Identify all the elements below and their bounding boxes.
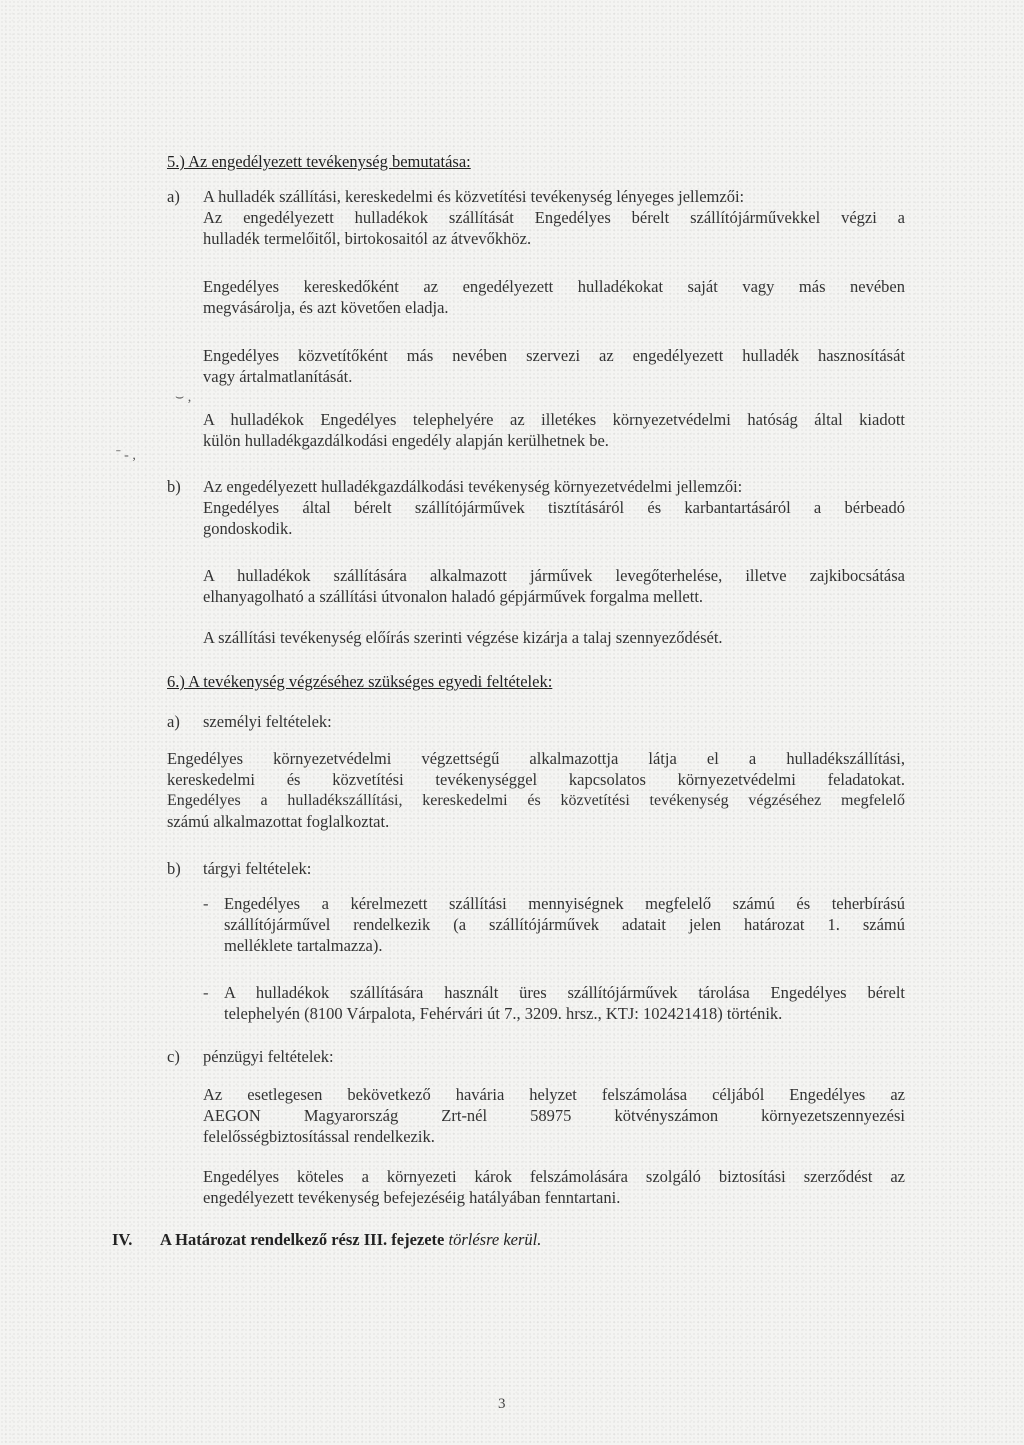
text-line: felelősségbiztosítással rendelkezik. [203,1127,435,1146]
list-bullet: - [203,894,209,913]
scan-mark: ˉ - , [116,448,136,463]
text-line: hulladék termelőitől, birtokosaitól az átvevőkhöz. [203,229,532,248]
text-line: kereskedelmi és közvetítési tevékenységgel kapcsolatos környezetvédelmi feladatokat. [167,770,905,789]
list-bullet: - [203,983,209,1002]
text-line: melléklete tartalmazza). [224,936,383,955]
section-iv-italic-text: törlésre kerül. [448,1230,542,1249]
text-line: szállítójárművel rendelkezik (a szállítójárművek adatait jelen határozat 1. számú [224,915,905,934]
text-line: számú alkalmazottat foglalkoztat. [167,812,390,831]
text-line: A hulladékok szállítására alkalmazott járművek levegőterhelése, illetve zajkibocsátása [203,566,905,585]
section-iv-bold-text: A Határozat rendelkező rész III. fejezete [160,1230,445,1249]
item-label-c: c) [167,1047,180,1066]
section-6-heading: 6.) A tevékenység végzéséhez szükséges egyedi feltételek: [167,672,553,691]
item-label-a: a) [167,712,180,731]
section-iv-text [160,1230,541,1250]
section-5-heading: 5.) Az engedélyezett tevékenység bemutatása: [167,152,471,171]
text-line: Engedélyes a hulladékszállítási, kereskedelmi és közvetítési tevékenység végzéséhez megfelelő [167,792,905,809]
text-line: külön hulladékgazdálkodási engedély alapján kerülhetnek be. [203,431,609,450]
text-line: Az esetlegesen bekövetkező havária helyzet felszámolása céljából Engedélyes az [203,1085,905,1104]
text-line: A szállítási tevékenység előírás szerinti végzése kizárja a talaj szennyeződését. [203,628,723,647]
scan-mark: ⌣ , [175,390,192,405]
text-line: A hulladékok Engedélyes telephelyére az illetékes környezetvédelmi hatóság által kiadott [203,410,905,429]
item-title: személyi feltételek: [203,712,332,731]
text-line: Engedélyes kereskedőként az engedélyezett hulladékokat saját vagy más nevében [203,277,905,296]
text-line: AEGON Magyarország Zrt-nél 58975 kötvényszámon környezetszennyezési [203,1106,905,1125]
item-title: tárgyi feltételek: [203,859,312,878]
text-line: Engedélyes által bérelt szállítójárművek tisztításáról és karbantartásáról a bérbeadó [203,498,905,517]
text-line: Engedélyes a kérelmezett szállítási mennyiségnek megfelelő számú és teherbírású [224,894,905,913]
text-line: A hulladék szállítási, kereskedelmi és közvetítési tevékenység lényeges jellemzői: [203,187,745,206]
section-iv-number: IV. [112,1230,133,1249]
item-label-b: b) [167,859,181,878]
text-line: engedélyezett tevékenység befejezéséig hatályában fenntartani. [203,1188,621,1207]
text-line: telephelyén (8100 Várpalota, Fehérvári út 7., 3209. hrsz., KTJ: 102421418) történik. [224,1004,783,1023]
text-line: vagy ártalmatlanítását. [203,367,353,386]
text-line: A hulladékok szállítására használt üres szállítójárművek tárolása Engedélyes bérelt [224,983,905,1002]
text-line: megvásárolja, és azt követően eladja. [203,298,449,317]
page-number: 3 [498,1396,506,1412]
text-line: Engedélyes köteles a környezeti károk felszámolására szolgáló biztosítási szerződést az [203,1167,905,1186]
item-label-a: a) [167,187,180,206]
text-line: elhanyagolható a szállítási útvonalon haladó gépjárművek forgalma mellett. [203,587,704,606]
text-line: Engedélyes közvetítőként más nevében szervezi az engedélyezett hulladék hasznosítását [203,346,905,365]
item-label-b: b) [167,477,181,496]
text-line: Az engedélyezett hulladékgazdálkodási tevékenység környezetvédelmi jellemzői: [203,477,743,496]
item-title: pénzügyi feltételek: [203,1047,334,1066]
text-line: Az engedélyezett hulladékok szállítását Engedélyes bérelt szállítójárművekkel végzi a [203,208,905,227]
text-line: gondoskodik. [203,519,293,538]
text-line: Engedélyes környezetvédelmi végzettségű alkalmazottja látja el a hulladékszállítási, [167,749,905,768]
